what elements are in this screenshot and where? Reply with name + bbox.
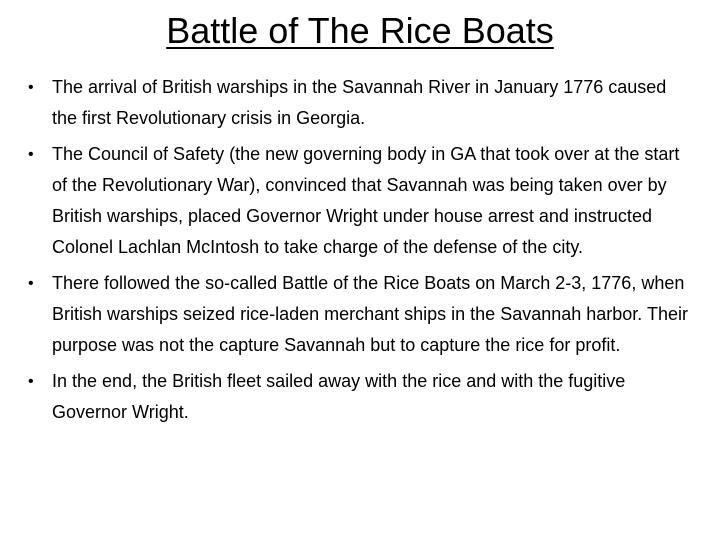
bullet-icon: • — [28, 275, 34, 292]
bullet-item — [0, 366, 720, 428]
bullet-text: The Council of Safety (the new governing body in GA that took over at the start of the Revolutionary War), convinced that Savannah was being taken over by British warships, placed Governor Wright under house arrest and instructed Colonel Lachlan McIntosh to take charge of the defense of the city. — [52, 144, 680, 257]
bullet-icon: • — [28, 373, 34, 390]
slide-title: Battle of The Rice Boats — [166, 10, 554, 51]
bullet-text: The arrival of British warships in the Savannah River in January 1776 caused the first Revolutionary crisis in Georgia. — [52, 77, 667, 128]
bullet-item — [0, 72, 720, 134]
bullet-text: In the end, the British fleet sailed away with the rice and with the fugitive Governor Wright. — [52, 371, 626, 422]
bullet-item — [0, 139, 720, 263]
bullet-text: There followed the so-called Battle of the Rice Boats on March 2-3, 1776, when British warships seized rice-laden merchant ships in the Savannah harbor. Their purpose was not the capture Savannah but to capture the rice for profit. — [52, 273, 688, 355]
bullet-icon: • — [28, 79, 34, 96]
bullet-list — [0, 72, 720, 433]
bullet-item — [0, 268, 720, 361]
bullet-icon: • — [28, 146, 34, 163]
